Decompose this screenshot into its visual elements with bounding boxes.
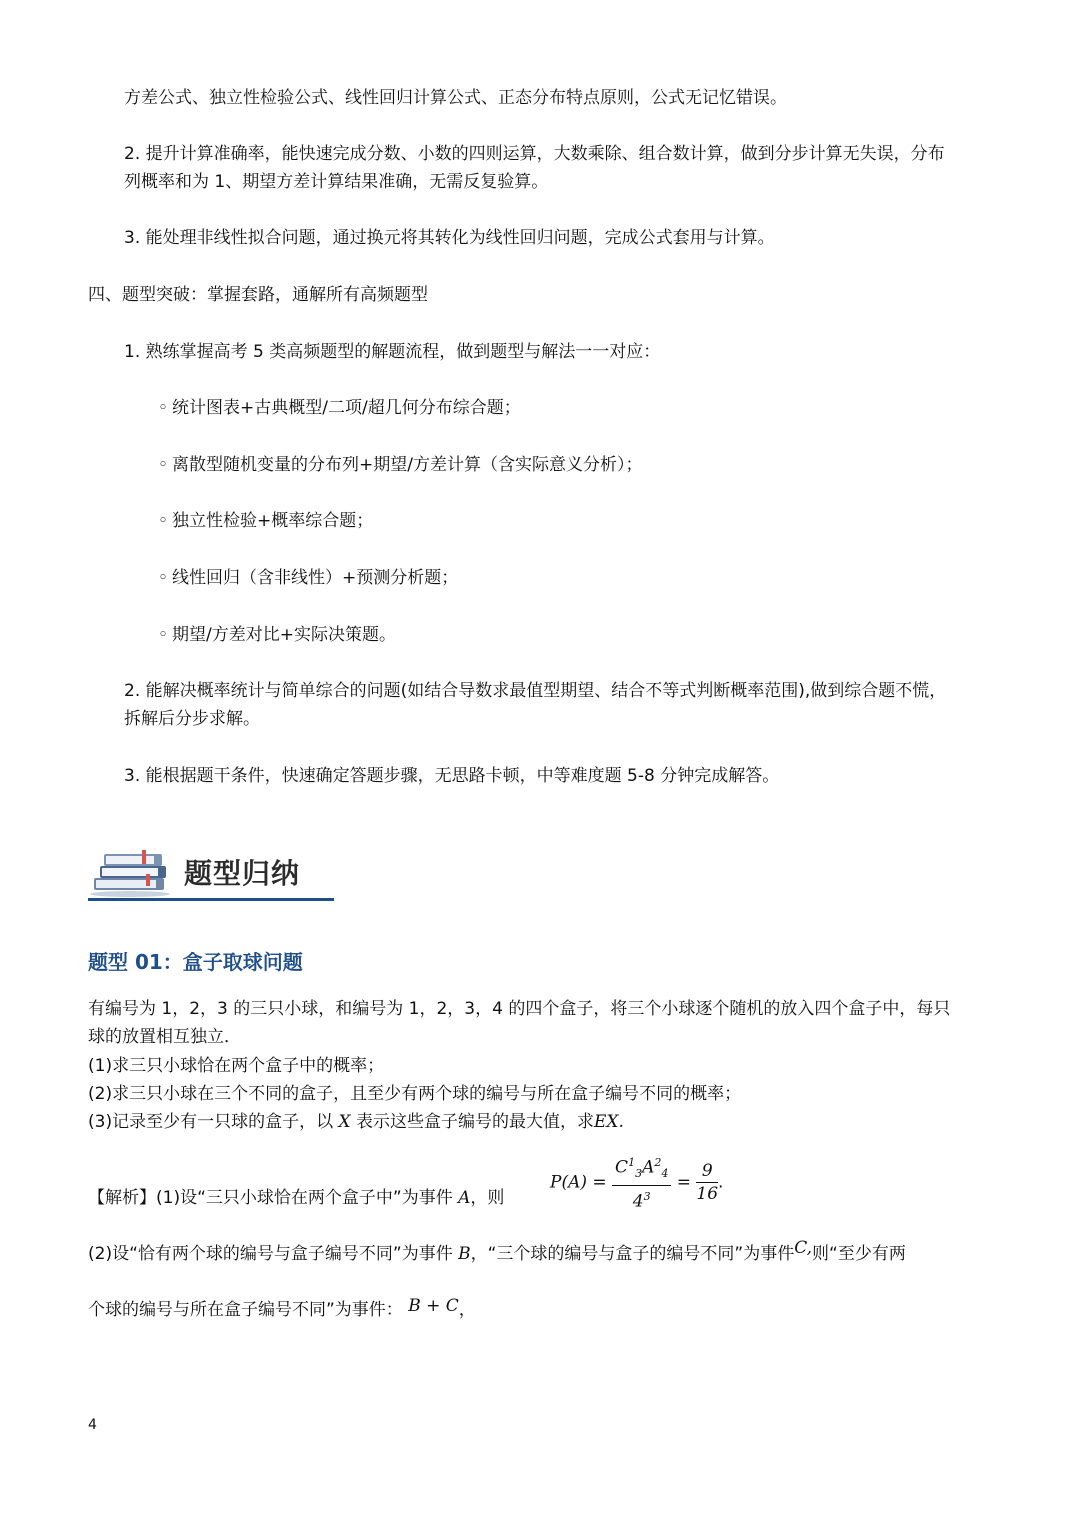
fraction: $\frac{9}{16}$ [696, 1160, 719, 1204]
solution-1: 【解析】(1)设“三只小球恰在两个盒子中”为事件 A，则 [88, 1188, 505, 1208]
math-variable: A [458, 1188, 471, 1208]
list-item-2-line2: 列概率和为 1、期望方差计算结果准确，无需反复验算。 [124, 172, 549, 192]
bullet-icon: ◦ [158, 568, 169, 588]
question-3: (3)记录至少有一只球的盒子，以 X 表示这些盒子编号的最大值，求EX. [88, 1112, 624, 1132]
list-item-2-line1: 2. 能解决概率统计与简单综合的问题(如结合导数求最值型期望、结合不等式判断概率范围),做到综合题不慌， [124, 681, 947, 701]
bullet-item: ◦ 线性回归（含非线性）+预测分析题； [158, 564, 458, 592]
banner-underline [88, 898, 334, 901]
bullet-item: ◦ 独立性检验+概率综合题； [158, 507, 373, 535]
list-item-2-line2: 拆解后分步求解。 [124, 709, 260, 729]
question-1: (1)求三只小球恰在两个盒子中的概率； [88, 1056, 385, 1076]
math-variable: B [458, 1244, 471, 1264]
math-expression: B + C [408, 1296, 459, 1316]
list-item-2-line1: 2. 提升计算准确率，能快速完成分数、小数的四则运算，大数乘除、组合数计算，做到分步计算无失误，分布 [124, 144, 945, 164]
bullet-icon: ◦ [158, 455, 169, 475]
bullet-item: ◦ 离散型随机变量的分布列+期望/方差计算（含实际意义分析）； [158, 451, 642, 479]
fraction: $\frac{C^1_3A^2_4}{4^3}$ [612, 1152, 671, 1213]
banner-title: 题型归纳 [184, 857, 301, 890]
list-item-3: 3. 能根据题干条件，快速确定答题步骤，无思路卡顿，中等难度题 5-8 分钟完成解答。 [124, 766, 780, 786]
bullet-icon: ◦ [158, 511, 169, 531]
section-heading: 四、题型突破：掌握套路，通解所有高频题型 [88, 285, 428, 305]
paragraph-line: 方差公式、独立性检验公式、线性回归计算公式、正态分布特点原则，公式无记忆错误。 [124, 88, 787, 108]
math-variable: X [338, 1112, 351, 1132]
solution-2-line2: 个球的编号与所在盒子编号不同”为事件： B + C， [88, 1296, 476, 1320]
bullet-icon: ◦ [158, 398, 169, 418]
solution-2-line1: (2)设“恰有两个球的编号与盒子编号不同”为事件 B，“三个球的编号与盒子的编号不同”为事件C,则“至少有两 [88, 1238, 906, 1264]
probability-formula: P(A) = $\frac{C^1_3A^2_4}{4^3}$ = $\frac{9}{16}$ . [550, 1152, 723, 1213]
list-item-1: 1. 熟练掌握高考 5 类高频题型的解题流程，做到题型与解法一一对应： [124, 342, 661, 362]
question-2: (2)求三只小球在三个不同的盒子，且至少有两个球的编号与所在盒子编号不同的概率； [88, 1084, 742, 1104]
problem-line: 有编号为 1，2，3 的三只小球，和编号为 1，2，3，4 的四个盒子，将三个小球逐个随机的放入四个盒子中，每只 [88, 999, 951, 1019]
page-number: 4 [88, 1417, 97, 1433]
problem-line: 球的放置相互独立． [88, 1027, 241, 1047]
problem-type-title: 题型 01：盒子取球问题 [88, 950, 303, 974]
books-stack-icon [88, 842, 174, 898]
solution-label: 【解析】 [88, 1188, 156, 1208]
list-item-3: 3. 能处理非线性拟合问题，通过换元将其转化为线性回归问题，完成公式套用与计算。 [124, 228, 775, 248]
math-variable: C, [794, 1238, 813, 1258]
bullet-item: ◦ 统计图表+古典概型/二项/超几何分布综合题； [158, 394, 521, 422]
section-banner [88, 840, 334, 902]
bullet-icon: ◦ [158, 625, 169, 645]
bullet-item: ◦ 期望/方差对比+实际决策题。 [158, 621, 396, 649]
math-expression: EX. [594, 1112, 624, 1132]
